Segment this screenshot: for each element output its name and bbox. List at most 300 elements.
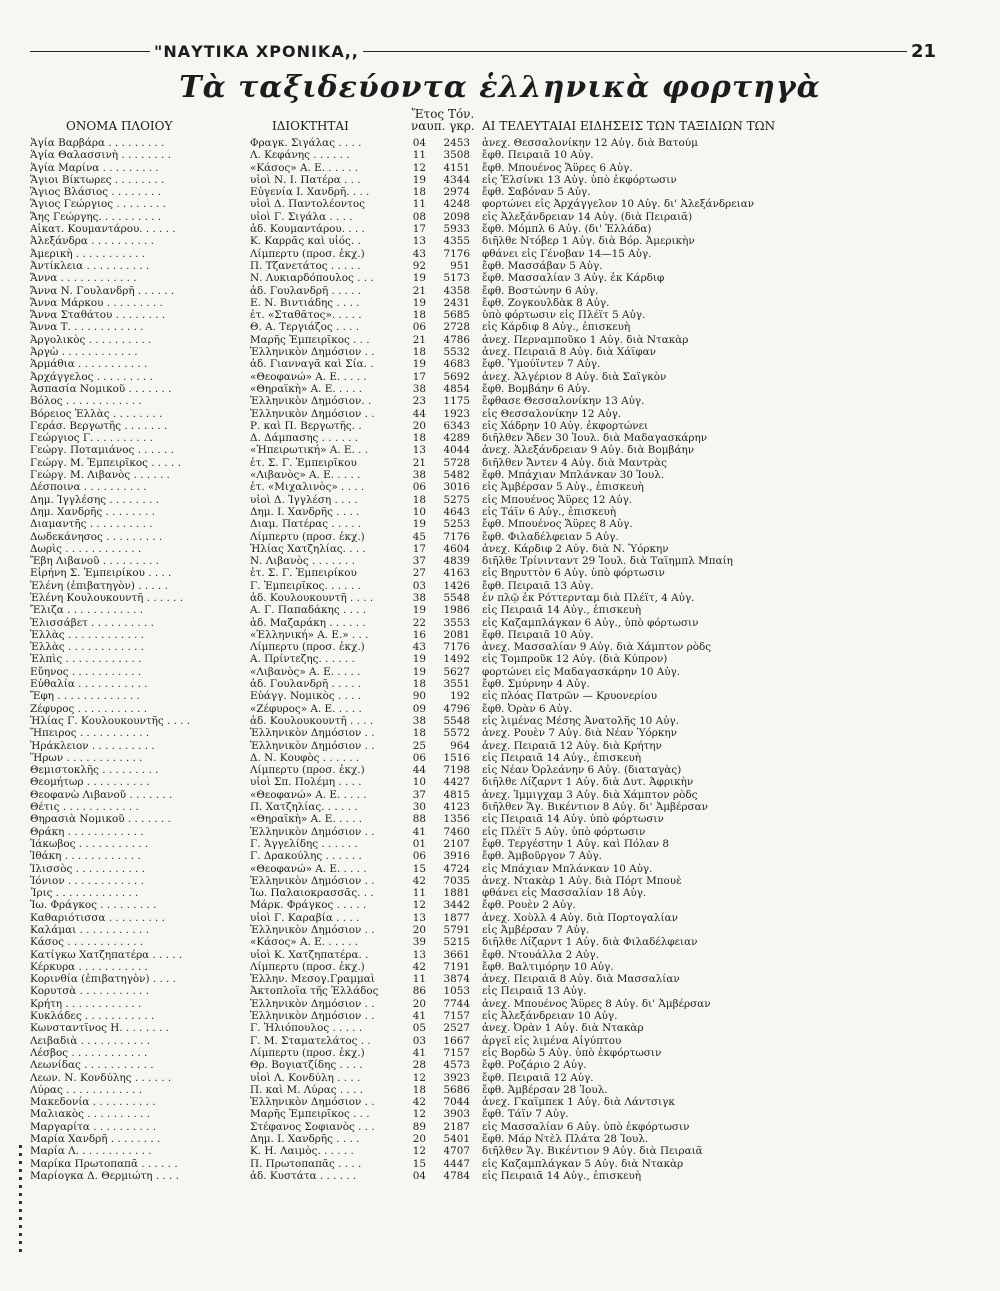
build-year: 43 [412,641,426,654]
ship-name: Ἶρις . . . . . . . . . . . . . [30,887,139,900]
voyage-report: ἔφθ. Ροζάριο 2 Αὐγ. [482,1059,587,1072]
voyage-report: ὑπὸ φόρτωσιν εἰς Πλέϊτ 5 Αὐγ. [482,309,646,322]
voyage-report: ἀνεχ. Περναμποῦκο 1 Αὐγ. διὰ Ντακὰρ [482,333,689,346]
ship-name: Ἑλλὰς . . . . . . . . . . . . [30,641,145,654]
owner: Ἑλληνικὸν Δημόσιον . . [250,997,375,1010]
ship-name: Εὔηνος . . . . . . . . . . . [30,665,142,678]
gross-tons: 3551 [443,678,470,691]
voyage-report: ἀνεχ. Γκαϊμπεκ 1 Αὐγ. διὰ Λάντσιγκ [482,1096,675,1109]
build-year: 01 [412,837,426,850]
build-year: 19 [412,296,426,309]
margin-perforation [18,1145,24,1275]
table-row [30,678,980,690]
ship-name: Μαλιακὸς . . . . . . . . . . [30,1108,150,1121]
owner: υἱοὶ Κ. Χατζηπατέρα. . [250,948,369,961]
owner: ἐτ. Σ. Γ. Ἐμπειρῖκου [250,456,357,469]
table-row [30,518,980,530]
table-row [30,346,980,358]
ship-name: Ἄης Γεώργης. . . . . . . . . . [30,210,162,223]
gross-tons: 4163 [443,567,470,580]
voyage-report: ἐν πλῷ ἐκ Ρόττερνταμ διὰ Πλέϊτ, 4 Αὐγ. [482,591,695,604]
owner: Μαρῆς Ἐμπειρῖκος . . . [250,333,370,346]
owner: «Θεοφανώ» Α. Ε. . . . . [250,862,367,875]
table-row [30,186,980,198]
voyage-report: ἔφθ. Φιλαδέλφειαν 5 Αὐγ. [482,530,619,543]
ship-name: Ἰθάκη . . . . . . . . . . . . [30,850,141,863]
build-year: 03 [412,579,426,592]
build-year: 28 [412,1059,426,1072]
voyage-report: εἰς Νέαν Ὀρλεάνην 6 Αὐγ. (διαταγὰς) [482,764,682,777]
voyage-report: ἀνεχ. Μασσαλίαν 9 Αὐγ. διὰ Χάμπτον ρὸδς [482,641,712,654]
owner: ἀδ. Κουμαντάρου. . . . [250,223,365,236]
table-row [30,543,980,555]
voyage-report: φθάνει εἰς Μασσαλίαν 18 Αὐγ. [482,887,647,900]
table-row [30,653,980,665]
voyage-report: εἰς Πειραιᾶ 14 Αὐγ. ὑπὸ φόρτωσιν [482,813,664,826]
owner: «Λιβανὸς» Α. Ε. . . . . [250,469,361,482]
owner: Ν. Λυκιαρδόπουλος . . . [250,272,374,285]
table-row [30,727,980,739]
table-row [30,321,980,333]
ship-name: Ἄννα Σταθάτου . . . . . . . . [30,309,166,322]
build-year: 30 [412,801,426,814]
owner: Εὐάγγ. Νομικὸς . . . . [250,690,362,703]
build-year: 22 [412,616,426,629]
table-row [30,1170,980,1182]
ship-name: Μαρία Χανδρῆ . . . . . . . . [30,1133,161,1146]
ship-name: Ἅγιοι Βίκτωρες . . . . . . . . [30,173,165,186]
build-year: 06 [412,850,426,863]
owner: υἱοὶ Γ. Σιγάλα . . . . [250,210,353,223]
gross-tons: 4289 [443,432,470,445]
table-row [30,973,980,985]
table-row [30,641,980,653]
build-year: 15 [412,1157,426,1170]
owner: Κ. Η. Λαιμὸς. . . . . . [250,1145,354,1158]
ship-name: Ἀμερικὴ . . . . . . . . . . . [30,247,146,260]
gross-tons: 4573 [443,1059,470,1072]
build-year: 10 [412,505,426,518]
gross-tons: 5253 [443,518,470,531]
gross-tons: 1426 [443,579,470,592]
ship-name: Λύρας . . . . . . . . . . . . [30,1083,143,1096]
gross-tons: 3923 [443,1071,470,1084]
voyage-report: εἰς Μασσαλίαν 6 Αὐγ. ὑπὸ ἐκφόρτωσιν [482,1120,690,1133]
ship-name: Γεώργ. Μ. Λιβανὸς . . . . . . [30,469,170,482]
table-row [30,272,980,284]
gross-tons: 4447 [443,1157,470,1170]
table-row [30,235,980,247]
table-row [30,604,980,616]
table-row [30,961,980,973]
owner: Ε. Ν. Βιντιάδης . . . . [250,296,360,309]
column-header-owner: ΙΔΙΟΚΤΗΤΑΙ [272,119,349,133]
build-year: 39 [412,936,426,949]
table-row [30,924,980,936]
table-row [30,1145,980,1157]
owner: Γ. Δρακούλης . . . . . . [250,850,362,863]
ship-name: Δωδεκάνησος . . . . . . . . . [30,530,163,543]
build-year: 20 [412,997,426,1010]
gross-tons: 2098 [443,210,470,223]
ship-name: Ἁγία Βαρβάρα . . . . . . . . . [30,137,165,149]
ship-name: Ἠράκλειον . . . . . . . . . . [30,739,155,752]
owner: Α. Γ. Παπαδάκης . . . . [250,604,367,617]
owner: Λίμπερτυ (προσ. ἐκχ.) [250,764,365,777]
voyage-report: εἰς Ἀλεξάνδρειαν 14 Αὐγ. (διὰ Πειραιᾶ) [482,210,693,223]
ship-name: Θηρασιὰ Νομικοῦ . . . . . . . [30,813,171,826]
owner: Ἑλληνικὸν Δημόσιον . . [250,924,375,936]
build-year: 19 [412,358,426,371]
table-row [30,211,980,223]
table-row [30,703,980,715]
table-row [30,309,980,321]
ship-name: Ἁγία Μαρίνα . . . . . . . . . [30,161,159,174]
gross-tons: 3874 [443,973,470,986]
owner: «Θηραϊκὴ» Α. Ε. . . . . [250,382,363,395]
table-row [30,223,980,235]
owner: υἱοὶ Γ. Καραβία . . . . [250,911,360,924]
voyage-report: ἔφθ. Ἀμβοῦργον 7 Αὐγ. [482,850,602,863]
ship-name: Διαμαντῆς . . . . . . . . . . [30,518,153,531]
build-year: 18 [412,346,426,359]
gross-tons: 5548 [443,591,470,604]
gross-tons: 4344 [443,173,470,186]
build-year: 42 [412,1096,426,1109]
voyage-report: ἔφθ. Πειραιᾶ 10 Αὐγ. [482,628,594,641]
build-year: 11 [412,887,426,900]
table-row [30,580,980,592]
owner: Ἑλληνικὸν Δημόσιον . . [250,1010,375,1023]
table-row [30,850,980,862]
build-year: 05 [412,1022,426,1035]
owner: Ἰω. Παλαιοκρασσᾶς. . . [250,887,374,900]
build-year: 04 [412,137,426,149]
table-row [30,899,980,911]
ship-name: Κορινθία (ἐπιβατηγὸν) . . . . [30,973,176,986]
build-year: 12 [412,1145,426,1158]
voyage-report: εἰς Μπάχιαν Μπλάνκαν 10 Αὐγ. [482,862,653,875]
ship-name: Γεράσ. Βεργωτῆς . . . . . . . [30,419,168,432]
ship-name: Κωνσταντῖνος Η. . . . . . . . [30,1022,169,1035]
ship-name: Ἁρμάθια . . . . . . . . . . . [30,358,148,371]
owner: υἱοὶ Ν. Ι. Πατέρα . . . [250,173,361,186]
voyage-report: ἔφθ. Μασσάβαν 5 Αὐγ. [482,259,603,272]
gross-tons: 7176 [443,530,470,543]
ship-name: Καλάμαι . . . . . . . . . . . [30,924,149,936]
gross-tons: 5215 [443,936,470,949]
voyage-report: εἰς Βορδὼ 5 Αὐγ. ὑπὸ ἐκφόρτωσιν [482,1046,662,1059]
build-year: 17 [412,542,426,555]
table-row [30,457,980,469]
build-year: 18 [412,727,426,740]
voyage-report: ἔφθ. Ὀρὰν 6 Αὐγ. [482,702,573,715]
gross-tons: 4604 [443,542,470,555]
ship-name: Κρήτη . . . . . . . . . . . . [30,997,142,1010]
build-year: 19 [412,665,426,678]
ship-name: Γεώργ. Μ. Ἐμπειρῖκος . . . . . [30,456,181,469]
owner: Ἑλληνικὸν Δημόσιον . . [250,874,375,887]
gross-tons: 7176 [443,641,470,654]
ship-name: Ἤπειρος . . . . . . . . . . . [30,727,150,740]
build-year: 12 [412,1071,426,1084]
table-row [30,1108,980,1120]
owner: Ἑλληνικὸν Δημόσιον. . [250,395,372,408]
column-header-reports: ΑΙ ΤΕΛΕΥΤΑΙΑΙ ΕΙΔΗΣΕΙΣ ΤΩΝ ΤΑΞΙΔΙΩΝ ΤΩΝ [482,119,776,133]
ship-name: Κυκλάδες . . . . . . . . . . . [30,1010,155,1023]
owner: Ἑλληνικὸν Δημόσιον . . [250,727,375,740]
build-year: 19 [412,604,426,617]
owner: Θ. Α. Τεργιάζος . . . . [250,321,360,334]
voyage-report: ἔφθ. Σμύρνην 4 Αὐγ. [482,678,590,691]
gross-tons: 7198 [443,764,470,777]
build-year: 38 [412,591,426,604]
table-row [30,260,980,272]
table-row [30,789,980,801]
gross-tons: 3903 [443,1108,470,1121]
table-row [30,506,980,518]
build-year: 21 [412,333,426,346]
owner: Ἀκτοπλοΐα τῆς Ἑλλάδος [250,985,379,998]
gross-tons: 3508 [443,149,470,162]
gross-tons: 4839 [443,555,470,568]
voyage-report: ἀνεχ. Ντακὰρ 1 Αὐγ. διὰ Πόρτ Μπουὲ [482,874,682,887]
ship-name: Ἰόνιον . . . . . . . . . . . . [30,874,144,887]
build-year: 06 [412,481,426,494]
build-year: 18 [412,432,426,445]
owner: Δημ. Ι. Χανδρῆς . . . . [250,1133,360,1146]
build-year: 42 [412,874,426,887]
build-year: 12 [412,1108,426,1121]
owner: «Κάσος» Α. Ε. . . . . . [250,936,358,949]
gross-tons: 5686 [443,1083,470,1096]
voyage-report: εἰς Πειραιᾶ 14 Αὐγ., ἐπισκευὴ [482,1169,642,1182]
gross-tons: 4151 [443,161,470,174]
owner: ἀδ. Γουλανδρῆ . . . . . [250,678,362,691]
voyage-report: εἰς Καζαμπλάγκαν 6 Αὐγ., ὑπὸ φόρτωσιν [482,616,699,629]
voyage-report: ἔφθ. Ἀμβέρσαν 28 Ἰουλ. [482,1083,608,1096]
build-year: 12 [412,161,426,174]
build-year: 19 [412,653,426,666]
gross-tons: 192 [450,690,470,703]
table-row [30,949,980,961]
table-row [30,666,980,678]
ship-name: Ἔφη . . . . . . . . . . . . . [30,690,140,703]
build-year: 41 [412,1010,426,1023]
voyage-report: ἔφθ. Βοστώνην 6 Αὐγ. [482,284,599,297]
gross-tons: 4123 [443,801,470,814]
gross-tons: 4854 [443,382,470,395]
gross-tons: 3016 [443,481,470,494]
gross-tons: 5572 [443,727,470,740]
owner: Δ. Δάμπασης . . . . . . [250,432,359,445]
gross-tons: 3916 [443,850,470,863]
owner: Ἠλίας Χατζηλίας. . . . [250,542,366,555]
gross-tons: 5275 [443,493,470,506]
voyage-report: ἀνεχ. Ὀρὰν 1 Αὐγ. διὰ Ντακὰρ [482,1022,644,1035]
voyage-report: ἔφθ. Βαλτιμόρην 10 Αὐγ. [482,960,614,973]
build-year: 38 [412,714,426,727]
table-row [30,813,980,825]
gross-tons: 7176 [443,247,470,260]
voyage-report: ἀνεχ. Πειραιᾶ 12 Αὐγ. διὰ Κρήτην [482,739,662,752]
table-row [30,567,980,579]
build-year: 21 [412,456,426,469]
ship-name: Λειβαδιὰ . . . . . . . . . . . [30,1034,150,1047]
ship-name: Μαρία Λ. . . . . . . . . . . . [30,1145,152,1158]
ship-name: Κάσος . . . . . . . . . . . . [30,936,144,949]
gross-tons: 2728 [443,321,470,334]
owner: Λίμπερτυ (προσ. ἐκχ.) [250,530,365,543]
table-row [30,420,980,432]
column-header-year-tons-line1: Ἔτος Τόν. [411,107,475,121]
voyage-report: ἀνεχ. Ἀλγέριον 8 Αὐγ. διὰ Σαϊγκὸν [482,370,667,383]
ship-name: Θεμιστοκλῆς . . . . . . . . . [30,764,159,777]
table-row [30,875,980,887]
owner: Γ. Ἠλιόπουλος . . . . . [250,1022,363,1035]
build-year: 37 [412,555,426,568]
ship-name: Ἐλπὶς . . . . . . . . . . . . [30,653,142,666]
owner: Ἑλληνικὸν Δημόσιον . . [250,739,375,752]
build-year: 42 [412,960,426,973]
table-row [30,137,980,149]
table-row [30,358,980,370]
voyage-report: εἰς Ἀλεξάνδρειαν 10 Αὐγ. [482,1010,618,1023]
table-row [30,1158,980,1170]
gross-tons: 7744 [443,997,470,1010]
build-year: 41 [412,825,426,838]
voyage-report: ἔφθ. Τεργέστην 1 Αὐγ. καὶ Πόλαν 8 [482,837,670,850]
gross-tons: 4248 [443,198,470,211]
gross-tons: 2081 [443,628,470,641]
gross-tons: 5173 [443,272,470,285]
owner: Γ. Ἐμπειρῖκος. . . . . . [250,579,361,592]
owner: ἀδ. Κυστάτα . . . . . . [250,1169,357,1182]
build-year: 19 [412,272,426,285]
voyage-report: ἀνεχ. Ἰμμιγχαμ 3 Αὐγ. διὰ Χάμπτον ρὸδς [482,788,698,801]
owner: Ν. Λιβανὸς . . . . . . . [250,555,355,568]
ship-name: Θεομήτωρ . . . . . . . . . . [30,776,150,789]
table-row [30,383,980,395]
build-year: 08 [412,210,426,223]
ship-name: Γεώργ. Ποταμιάνος . . . . . . [30,444,174,457]
voyage-report: ἀνεχ. Πειραιᾶ 8 Αὐγ. διὰ Χάϊφαν [482,346,656,359]
gross-tons: 5791 [443,924,470,936]
build-year: 27 [412,567,426,580]
column-header-name: ΟΝΟΜΑ ΠΛΟΙΟΥ [66,119,173,133]
gross-tons: 2527 [443,1022,470,1035]
voyage-report: ἀνεχ. Χοὺλλ 4 Αὐγ. διὰ Πορτογαλίαν [482,911,678,924]
voyage-report: ἀνεχ. Θεσσαλονίκην 12 Αὐγ. διὰ Βατούμ [482,137,698,149]
gross-tons: 1175 [443,395,470,408]
ship-name: Ζέφυρος . . . . . . . . . . . [30,702,148,715]
voyage-report: εἰς Βηρυττὸν 6 Αὐγ. ὑπὸ φόρτωσιν [482,567,665,580]
build-year: 19 [412,173,426,186]
build-year: 19 [412,518,426,531]
table-row [30,592,980,604]
gross-tons: 4707 [443,1145,470,1158]
gross-tons: 4796 [443,702,470,715]
build-year: 18 [412,309,426,322]
voyage-report: εἰς Τομπροῦκ 12 Αὐγ. (διὰ Κύπρον) [482,653,668,666]
voyage-report: ἔφθ. Πειραιᾶ 10 Αὐγ. [482,149,594,162]
table-row [30,469,980,481]
owner: Λίμπερτυ (προσ. ἐκχ.) [250,960,365,973]
owner: υἱοὶ Σπ. Πολέμη . . . . [250,776,362,789]
voyage-report: εἰς πλόας Πατρῶν — Κρυονερίου [482,690,658,703]
table-row [30,1010,980,1022]
build-year: 89 [412,1120,426,1133]
gross-tons: 3553 [443,616,470,629]
ship-name: Ἑλένη (ἐπιβατηγὸν) . . . . . [30,579,168,592]
gross-tons: 5933 [443,223,470,236]
voyage-report: ἔφθ. Μπουένος Ἄϋρες 6 Αὐγ. [482,161,633,174]
ship-name: Ἰάκωβος . . . . . . . . . . . [30,837,149,850]
build-year: 20 [412,1133,426,1146]
owner: Ἑλλην. Μεσογ.Γραμμαὶ [250,973,375,986]
gross-tons: 1877 [443,911,470,924]
gross-tons: 7460 [443,825,470,838]
owner: ἀδ. Κουλουκουντῆ . . . . [250,591,374,604]
owner: Κ. Καρρᾶς καὶ υἱός. . [250,235,361,248]
ship-name: Ἀσπασία Νομικοῦ . . . . . . . [30,382,172,395]
owner: Γ. Ἀγγελίδης . . . . . . [250,837,358,850]
owner: Π. Πρωτοπαπᾶς . . . . [250,1157,362,1170]
table-row [30,444,980,456]
voyage-report: φορτώνει εἰς Ἀρχάγγελον 10 Αὐγ. δι' Ἀλεξάνδρειαν [482,198,755,211]
voyage-report: ἀνεχ. Κάρδιφ 2 Αὐγ. διὰ Ν. Ὑόρκην [482,542,669,555]
table-row [30,826,980,838]
table-row [30,801,980,813]
table-row [30,432,980,444]
build-year: 88 [412,813,426,826]
ship-name: Ἰω. Φράγκος . . . . . . . . . [30,899,157,912]
gross-tons: 4044 [443,444,470,457]
ship-name: Μαρίκα Πρωτοπαπᾶ . . . . . . [30,1157,178,1170]
ship-name: Μακεδονία . . . . . . . . . . [30,1096,156,1109]
build-year: 21 [412,284,426,297]
build-year: 13 [412,948,426,961]
owner: Ἑλληνικὸν Δημόσιον . . [250,407,375,420]
owner: Ρ. καὶ Π. Βεργωτῆς. . [250,419,362,432]
voyage-report: εἰς Πλέϊτ 5 Αὐγ. ὑπὸ φόρτωσιν [482,825,646,838]
voyage-report: εἰς Πειραιᾶ 14 Αὐγ., ἐπισκευὴ [482,604,642,617]
owner: ἐτ. «Σταθᾶτος». . . . . [250,309,362,322]
table-row [30,297,980,309]
owner: Διαμ. Πατέρας . . . . . [250,518,362,531]
ship-name: Ἄννα Ν. Γουλανδρῆ . . . . . . [30,284,175,297]
build-year: 18 [412,186,426,199]
table-row [30,494,980,506]
voyage-report: ἔφθ. Σαβόναν 5 Αὐγ. [482,186,591,199]
build-year: 12 [412,899,426,912]
owner: Π. Χατζηλίας. . . . . . [250,801,358,814]
owner: υἱοὶ Δ. Ἰγγλέση . . . . [250,493,358,506]
voyage-report: ἀνεχ. Ρουὲν 7 Αὐγ. διὰ Νέαν Ὑόρκην [482,727,677,740]
gross-tons: 2431 [443,296,470,309]
build-year: 06 [412,751,426,764]
build-year: 20 [412,924,426,936]
build-year: 25 [412,739,426,752]
owner: ἀδ. Κουλουκουντῆ . . . . [250,714,374,727]
ship-name: Ἀντίκλεια . . . . . . . . . . [30,259,150,272]
gross-tons: 4427 [443,776,470,789]
ship-name: Κατίγκω Χατζηπατέρα . . . . . [30,948,183,961]
build-year: 11 [412,973,426,986]
gross-tons: 7035 [443,874,470,887]
ship-name: Καθαριότισσα . . . . . . . . . [30,911,165,924]
build-year: 44 [412,764,426,777]
